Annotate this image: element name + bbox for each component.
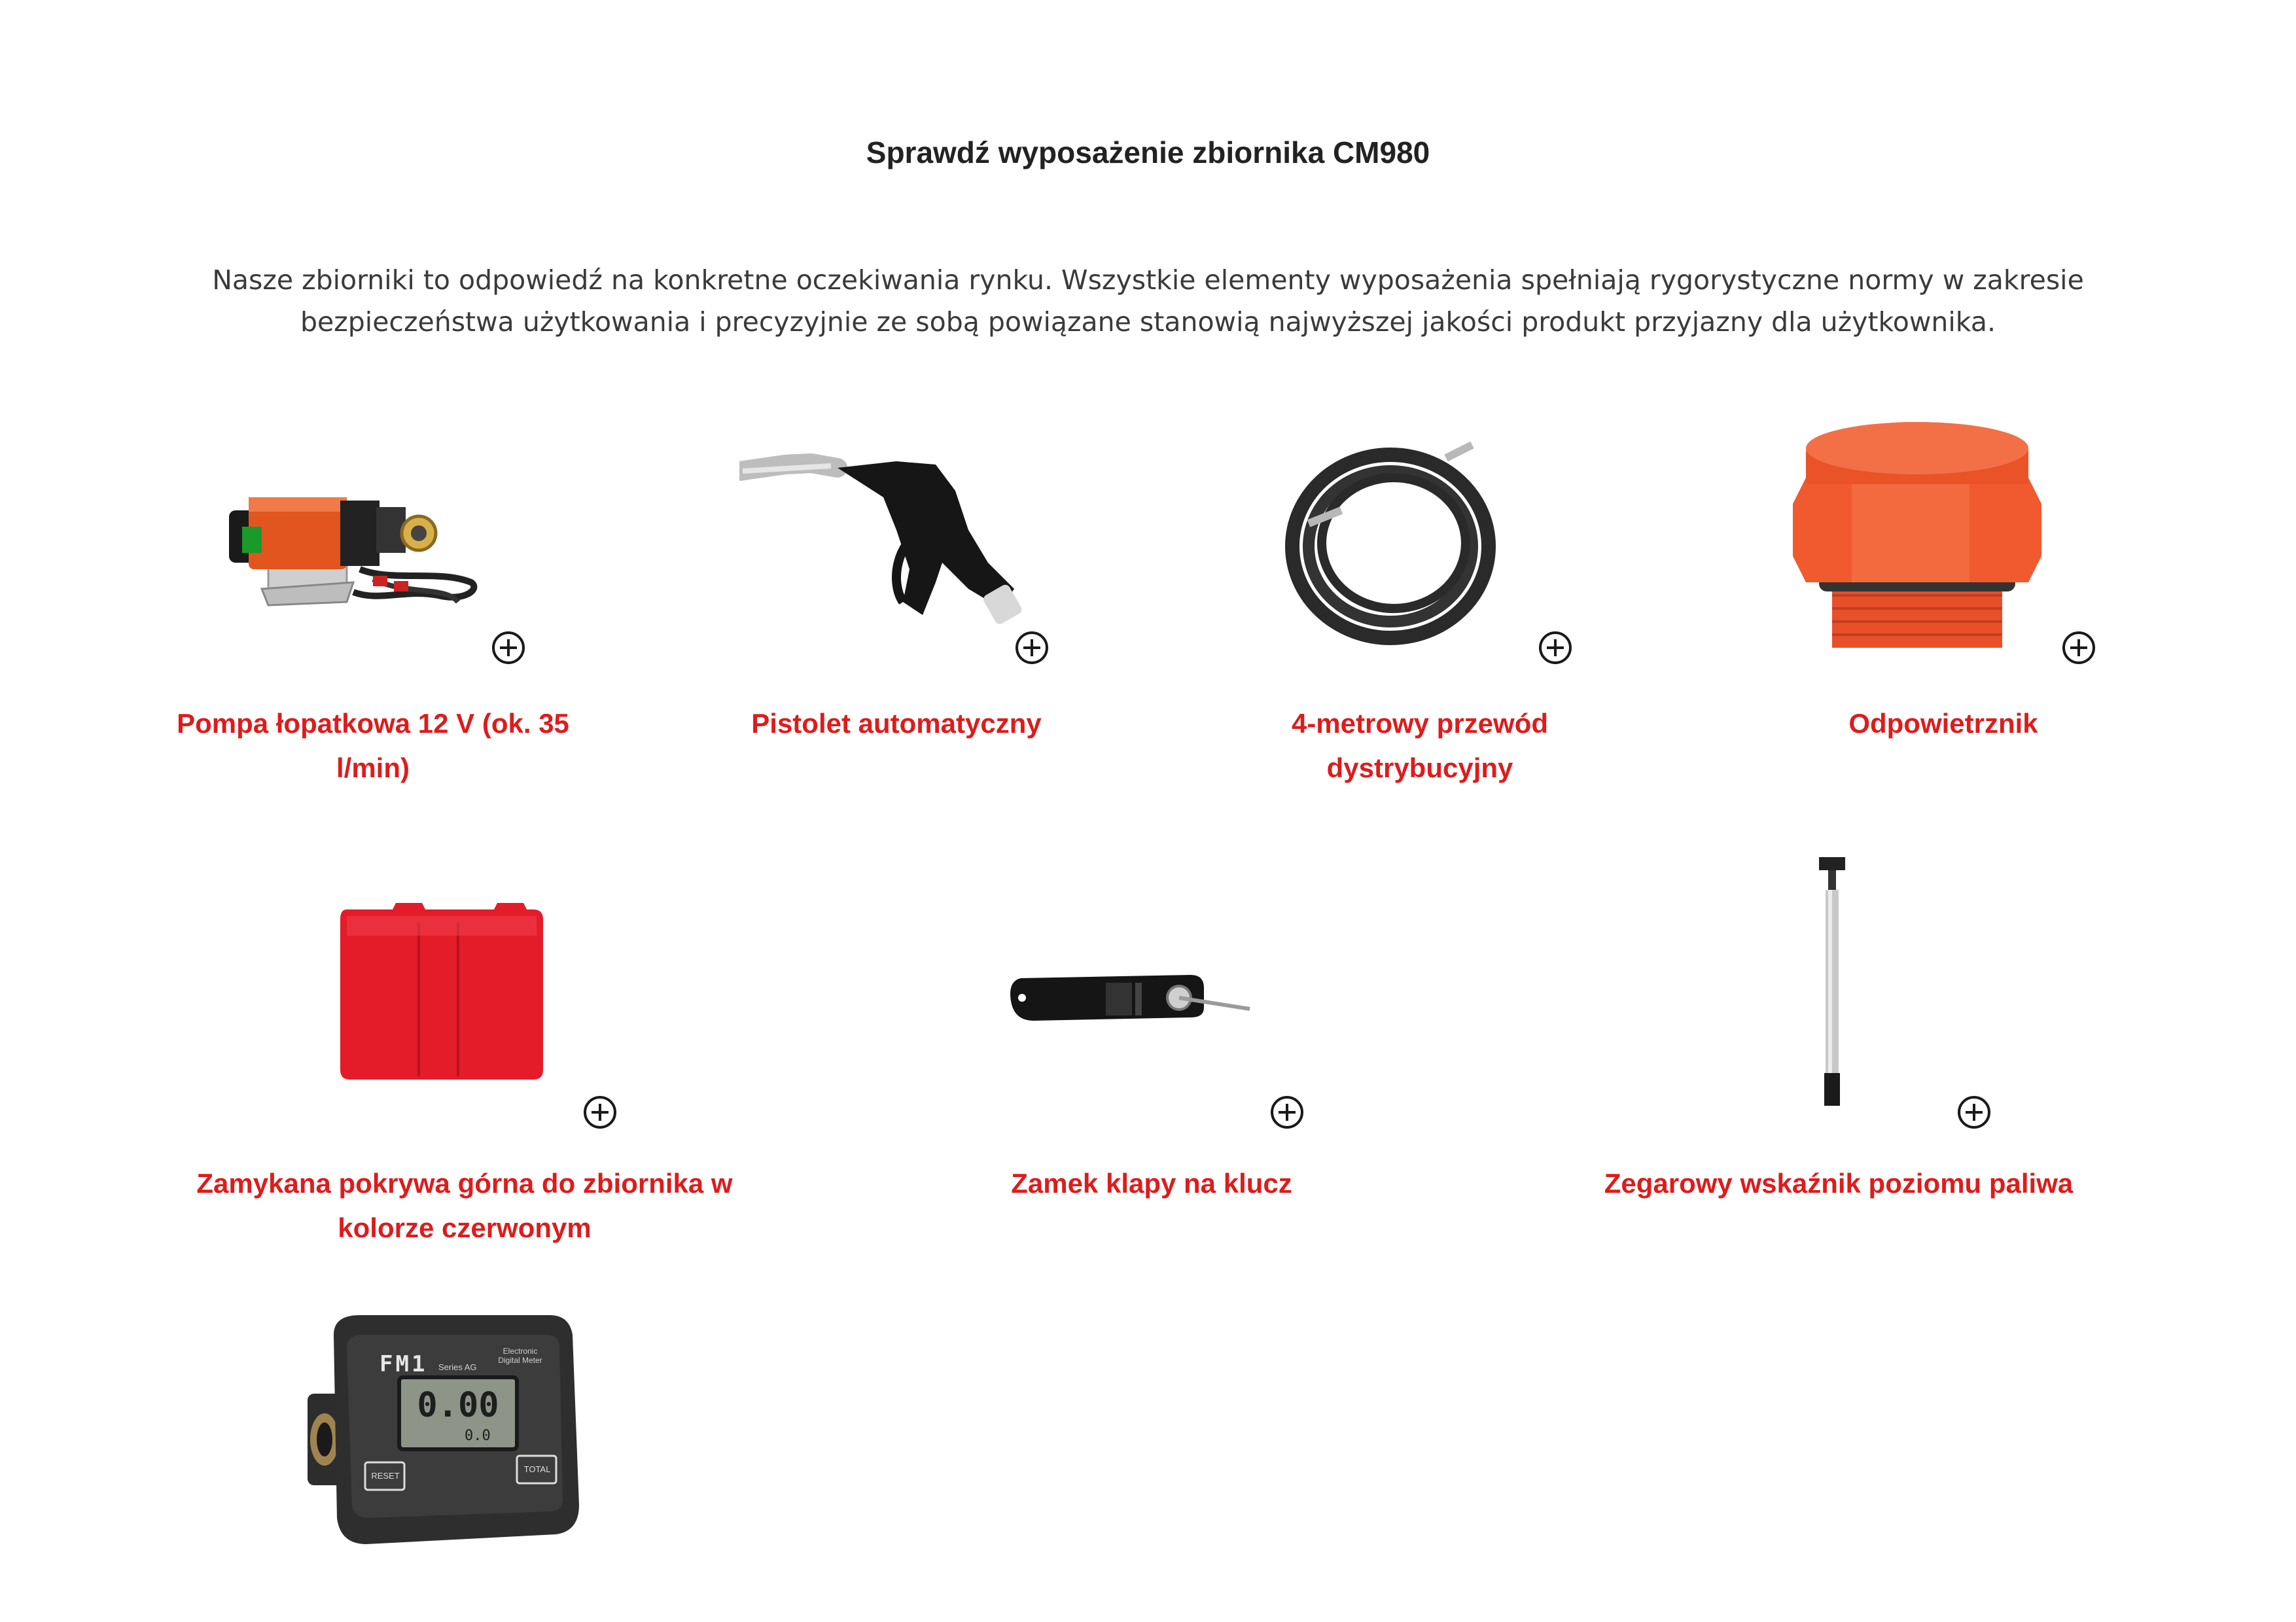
- equipment-item-lock: [851, 877, 1466, 1269]
- equipment-item-meter: [294, 1302, 609, 1564]
- item-label-gauge: Zegarowy wskaźnik poziomu paliwa: [1604, 1168, 2074, 1199]
- fuel-nozzle-icon: [739, 451, 1027, 641]
- meter-series: Series AG: [438, 1362, 477, 1372]
- expand-button-nozzle[interactable]: [1016, 631, 1048, 664]
- meter-subreading: 0.0: [465, 1428, 491, 1444]
- vane-pump-icon: [222, 471, 484, 641]
- level-gauge-icon: [1799, 857, 1865, 1112]
- expand-button-hose[interactable]: [1539, 631, 1572, 664]
- equipment-item-gauge: [1538, 877, 2153, 1269]
- hose-coil-icon: [1282, 432, 1505, 648]
- expand-button-lock[interactable]: [1271, 1096, 1303, 1129]
- equipment-item-vent: [1734, 419, 2153, 811]
- item-label-nozzle: Pistolet automatyczny: [751, 708, 1042, 739]
- item-label-lock: Zamek klapy na klucz: [1011, 1168, 1292, 1199]
- expand-button-pump[interactable]: [492, 631, 525, 664]
- flow-meter-icon: [308, 1315, 582, 1551]
- item-label-hose: 4-metrowy przewód dystrybucyjny: [1291, 708, 1549, 783]
- meter-subtitle: Electronic Digital Meter: [498, 1347, 542, 1365]
- red-lid-icon: [334, 896, 550, 1086]
- meter-brand: FM1: [380, 1351, 428, 1377]
- intro-text: Nasze zbiorniki to odpowiedź na konkretne oczekiwania rynku. Wszystkie elementy wyposażenia spełniają rygorystyczne normy w zakresie bezpieczeństwa użytkowania i precyzyjnie ze sobą powiązane stanowią najwyższej jakości produkt przyjazny dla użytkownika.: [212, 264, 2084, 338]
- expand-button-lid[interactable]: [584, 1096, 616, 1129]
- equipment-item-lid: [164, 877, 779, 1269]
- expand-button-gauge[interactable]: [1958, 1096, 1990, 1129]
- item-label-vent: Odpowietrznik: [1848, 708, 2038, 739]
- equipment-item-nozzle: [687, 419, 1106, 811]
- page-title: Sprawdź wyposażenie zbiornika CM980: [866, 135, 1430, 169]
- equipment-item-pump: [164, 419, 582, 811]
- vent-cap-icon: [1780, 412, 2041, 654]
- item-label-lid: Zamykana pokrywa górna do zbiornika w kolorze czerwonym: [196, 1168, 733, 1243]
- meter-reset-button: RESET: [371, 1471, 400, 1481]
- expand-button-vent[interactable]: [2062, 631, 2095, 664]
- item-label-pump: Pompa łopatkowa 12 V (ok. 35 l/min): [177, 708, 569, 783]
- key-lock-icon: [1008, 962, 1256, 1034]
- meter-total-button: TOTAL: [523, 1464, 551, 1474]
- meter-reading: 0.00: [417, 1386, 499, 1425]
- equipment-item-hose: [1210, 419, 1629, 811]
